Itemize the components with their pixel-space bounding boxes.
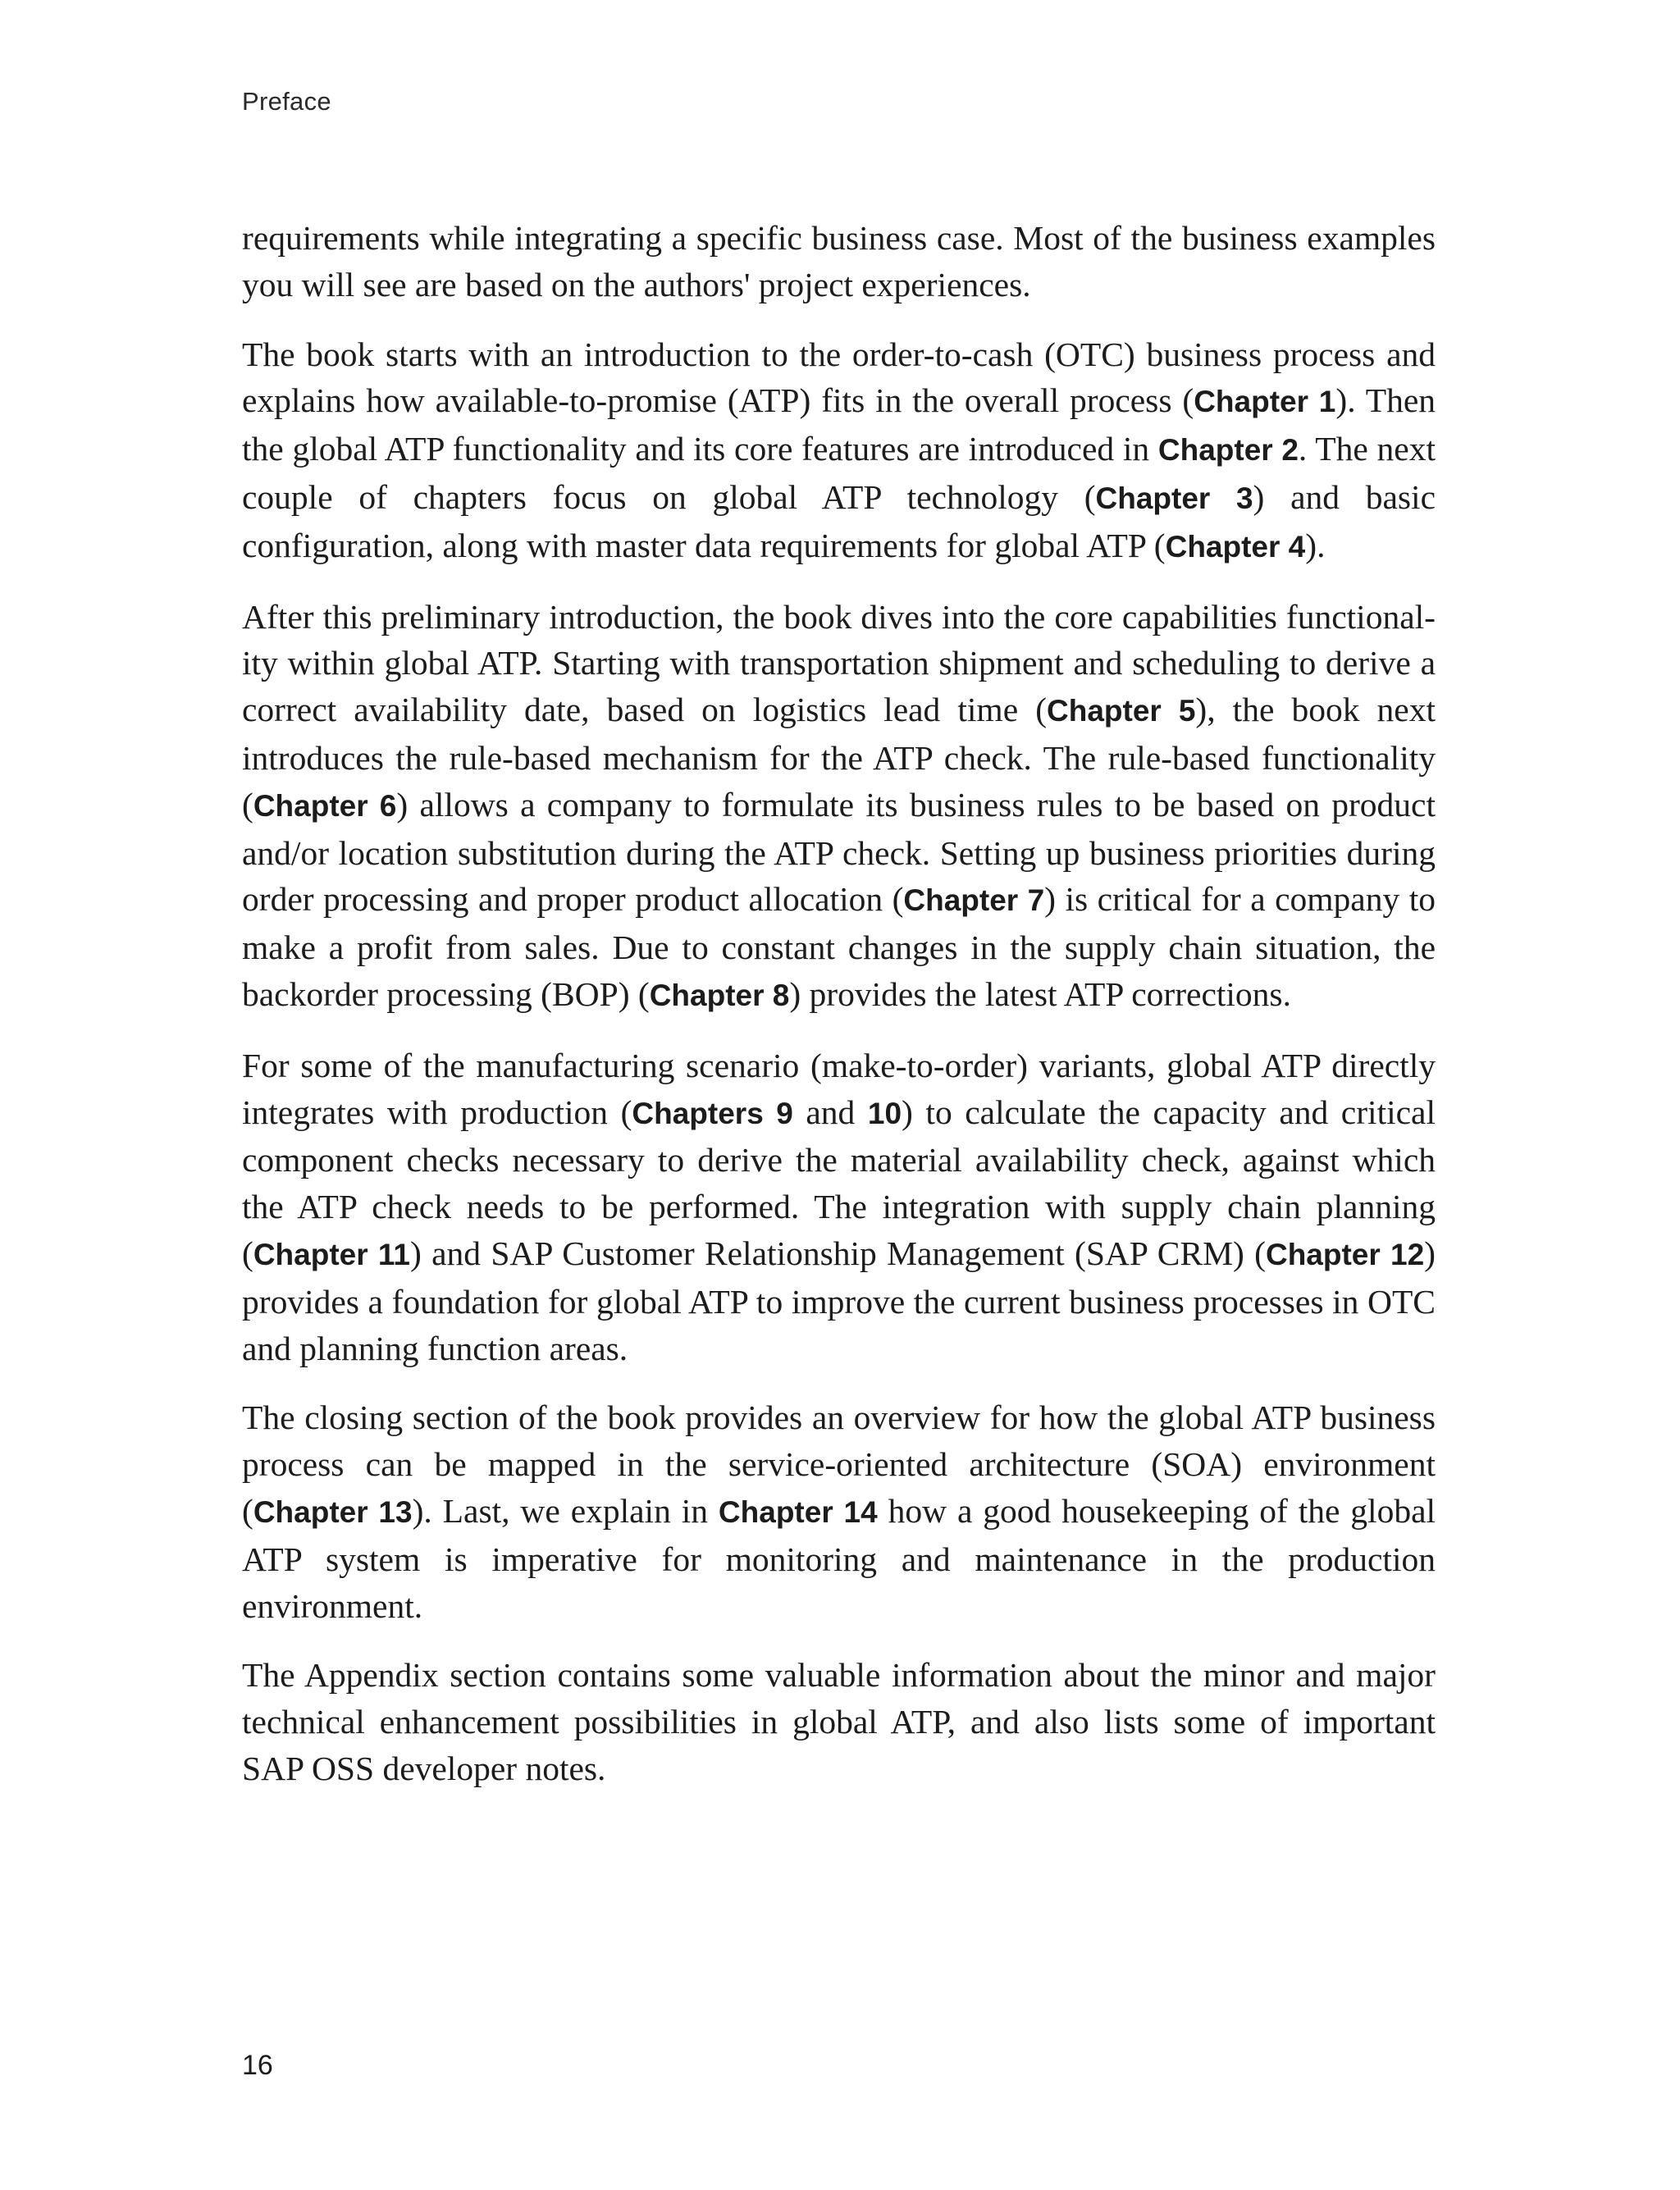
chapter-reference: Chapter 6 xyxy=(253,788,397,823)
paragraph xyxy=(242,331,1436,571)
text-run: ) provides the latest ATP corrections. xyxy=(789,974,1291,1013)
text-run: ) provides a foundation for global ATP to improve the current business processes in OTC and planning function areas. xyxy=(242,1234,1436,1367)
text-run: ) allows a company to formulate its business rules to be based on product and/or location substitution during the ATP check. Setting up business priorities during order processing and proper product allocation ( xyxy=(242,785,1436,919)
page-number: 16 xyxy=(242,2050,273,2081)
text-run: After this preliminary introduction, the book dives into the core capabilities functionality within global ATP. Starting with transportation shipment and scheduling to derive a correct availability date, based on logistics lead time ( xyxy=(242,597,1436,729)
chapter-reference: Chapter 2 xyxy=(1157,433,1299,468)
text-run: For some of the manufacturing scenario (make-to-order) variants, global ATP directly integrates with production ( xyxy=(242,1046,1436,1131)
text-run: ). Then the global ATP functionality and its core features are introduced in xyxy=(242,381,1436,468)
text-run: ), the book next introduces the rule-based mechanism for the ATP check. The rule-based functionality ( xyxy=(242,691,1436,824)
chapter-reference: Chapter 3 xyxy=(1095,481,1253,515)
text-run: ) is critical for a company to make a profit from sales. Due to constant changes in the supply chain situation, the backorder processing (BOP) ( xyxy=(242,880,1436,1013)
paragraph xyxy=(242,215,1436,308)
text-run: . The next couple of chapters focus on global ATP technology ( xyxy=(242,430,1436,516)
paragraph xyxy=(242,1394,1436,1629)
text-run: ) to calculate the capacity and critical component checks necessary to derive the material availability check, against which the ATP check needs to be performed. The integration with supply chain planning ( xyxy=(242,1093,1436,1272)
chapter-reference: Chapter 13 xyxy=(253,1494,413,1529)
text-run: requirements while integrating a specific business case. Most of the business examples you will see are based on the authors' project experiences. xyxy=(242,219,1436,303)
text-run: ). Last, we explain in xyxy=(412,1491,719,1530)
chapter-reference: 10 xyxy=(867,1096,902,1130)
chapter-reference: Chapter 8 xyxy=(649,978,790,1012)
paragraph xyxy=(242,1652,1436,1791)
chapter-reference: Chapter 7 xyxy=(903,883,1045,918)
text-run: ). xyxy=(1305,526,1326,564)
paragraph xyxy=(242,1043,1436,1372)
text-run: how a good housekeeping of the global ATP system is imperative for monitoring and maintenance in the production environment. xyxy=(242,1491,1436,1625)
text-run: ) and SAP Customer Relationship Management (SAP CRM) ( xyxy=(409,1234,1266,1272)
chapter-reference: Chapter 1 xyxy=(1194,385,1336,419)
text-run: and xyxy=(792,1093,868,1131)
chapter-reference: Chapter 4 xyxy=(1165,529,1306,563)
body-text xyxy=(242,215,1436,1815)
chapter-reference: Chapters 9 xyxy=(632,1096,793,1130)
chapter-reference: Chapter 11 xyxy=(253,1237,410,1271)
chapter-reference: Chapter 5 xyxy=(1047,694,1196,728)
chapter-reference: Chapter 14 xyxy=(718,1494,878,1529)
text-run: The closing section of the book provides an overview for how the global ATP business process can be mapped in the service-oriented architecture (SOA) environment ( xyxy=(242,1398,1436,1530)
text-run: The book starts with an introduction to the order-to-cash (OTC) business process and explains how available-to-promise (ATP) fits in the overall process ( xyxy=(242,335,1436,420)
text-run: The Appendix section contains some valuable information about the minor and major technical enhancement possibilities in global ATP, and also lists some of important SAP OSS developer notes. xyxy=(242,1656,1436,1787)
running-head: Preface xyxy=(242,87,331,116)
paragraph xyxy=(242,594,1436,1020)
text-run: ) and basic configuration, along with master data requirements for global ATP ( xyxy=(242,477,1436,564)
chapter-reference: Chapter 12 xyxy=(1265,1237,1425,1271)
